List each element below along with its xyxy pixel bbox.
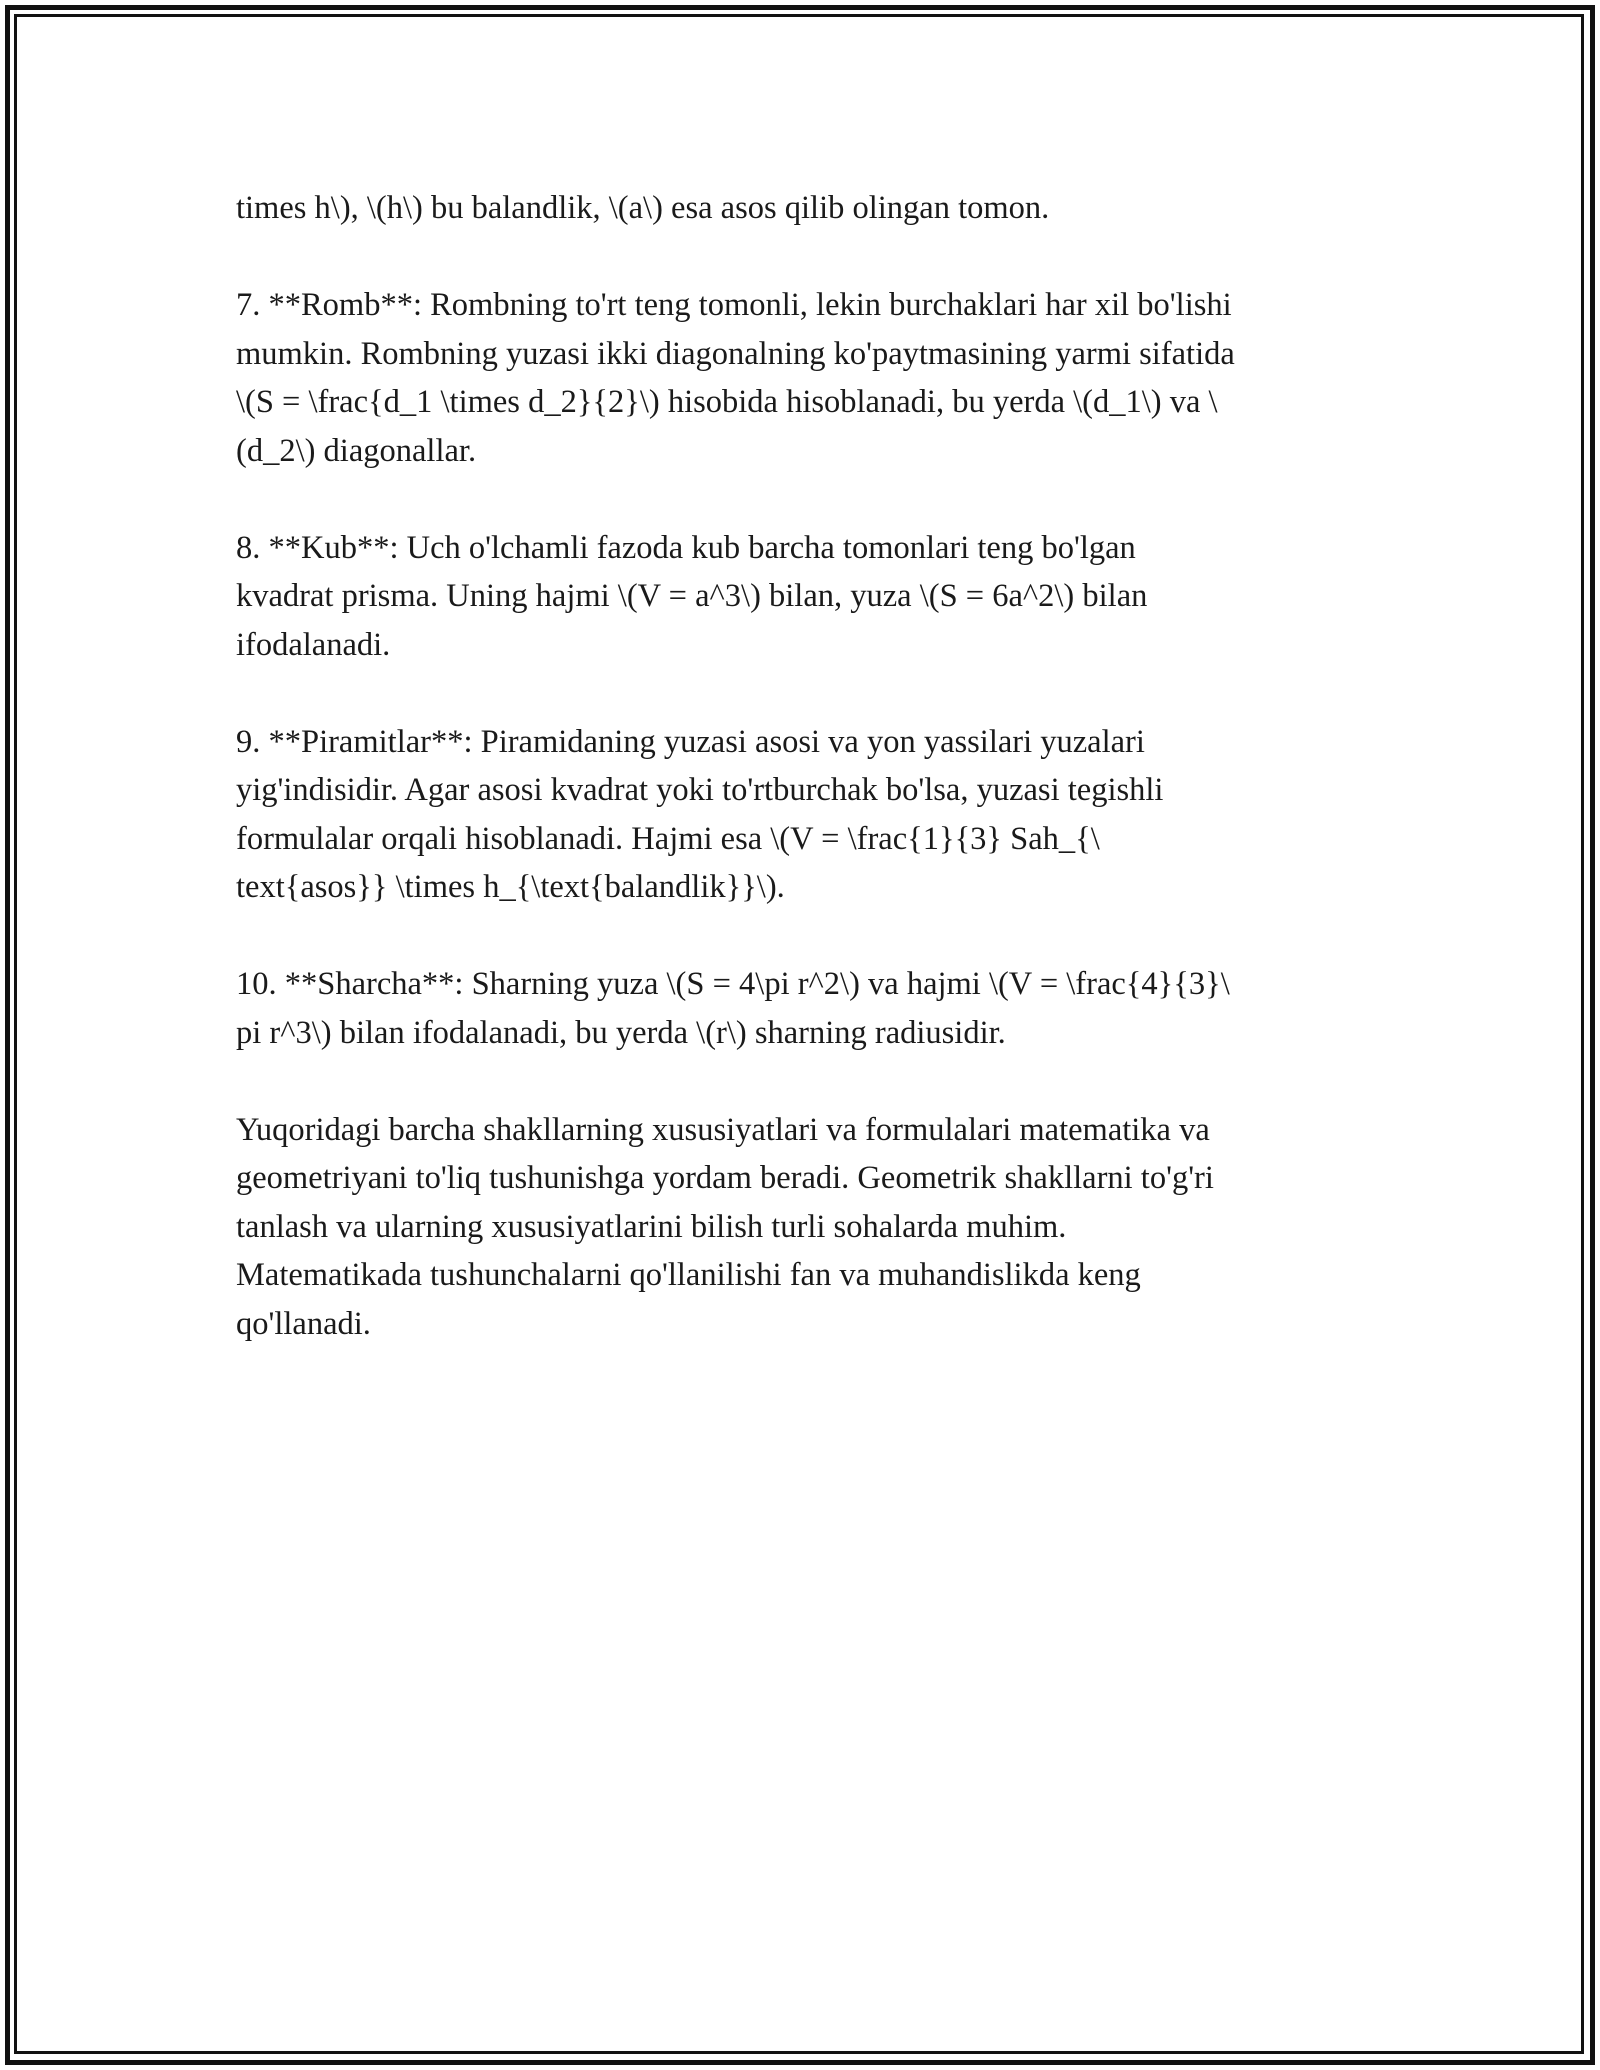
text-line: Yuqoridagi barcha shakllarning xususiyatlari va formulalari matematika va — [236, 1111, 1210, 1148]
paragraph-continuation — [236, 184, 1376, 233]
text-line: 9. **Piramitlar**: Piramidaning yuzasi asosi va yon yassilari yuzalari — [236, 723, 1145, 760]
paragraph-romb — [236, 281, 1376, 475]
text-line: 10. **Sharcha**: Sharning yuza \(S = 4\pi r^2\) va hajmi \(V = \frac{4}{3}\ — [236, 966, 1230, 1002]
text-line: kvadrat prisma. Uning hajmi \(V = a^3\) bilan, yuza \(S = 6a^2\) bilan — [236, 578, 1148, 614]
text-line: geometriyani to'liq tushunishga yordam beradi. Geometrik shakllarni to'g'ri — [236, 1160, 1214, 1196]
paragraph-piramitlar — [236, 718, 1376, 912]
text-line: text{asos}} \times h_{\text{balandlik}}\). — [236, 869, 785, 905]
text-line: \(S = \frac{d_1 \times d_2}{2}\) hisobida hisoblanadi, bu yerda \(d_1\) va \ — [236, 384, 1218, 420]
text-line: mumkin. Rombning yuzasi ikki diagonalning ko'paytmasining yarmi sifatida — [236, 335, 1235, 372]
paragraph-conclusion — [236, 1106, 1376, 1349]
text-line: formulalar orqali hisoblanadi. Hajmi esa \(V = \frac{1}{3} Sah_{\ — [236, 820, 1100, 857]
text-line: 8. **Kub**: Uch o'lchamli fazoda kub barcha tomonlari teng bo'lgan — [236, 529, 1136, 566]
text-line: yig'indisidir. Agar asosi kvadrat yoki to'rtburchak bo'lsa, yuzasi tegishli — [236, 772, 1164, 808]
paragraph-kub — [236, 524, 1376, 670]
paragraph-sharcha — [236, 960, 1376, 1057]
text-line: Matematikada tushunchalarni qo'llanilishi fan va muhandislikda keng — [236, 1257, 1141, 1293]
text-line: ifodalanadi. — [236, 626, 391, 663]
text-line: times h\), \(h\) bu balandlik, \(a\) esa asos qilib olingan tomon. — [236, 190, 1050, 226]
text-line: tanlash va ularning xususiyatlarini bilish turli sohalarda muhim. — [236, 1208, 1067, 1245]
text-line: (d_2\) diagonallar. — [236, 432, 477, 469]
text-line: qo'llanadi. — [236, 1305, 371, 1342]
text-line: pi r^3\) bilan ifodalanadi, bu yerda \(r\) sharning radiusidir. — [236, 1014, 1006, 1051]
text-line: 7. **Romb**: Rombning to'rt teng tomonli, lekin burchaklari har xil bo'lishi — [236, 287, 1232, 323]
document-body — [236, 184, 1376, 1397]
